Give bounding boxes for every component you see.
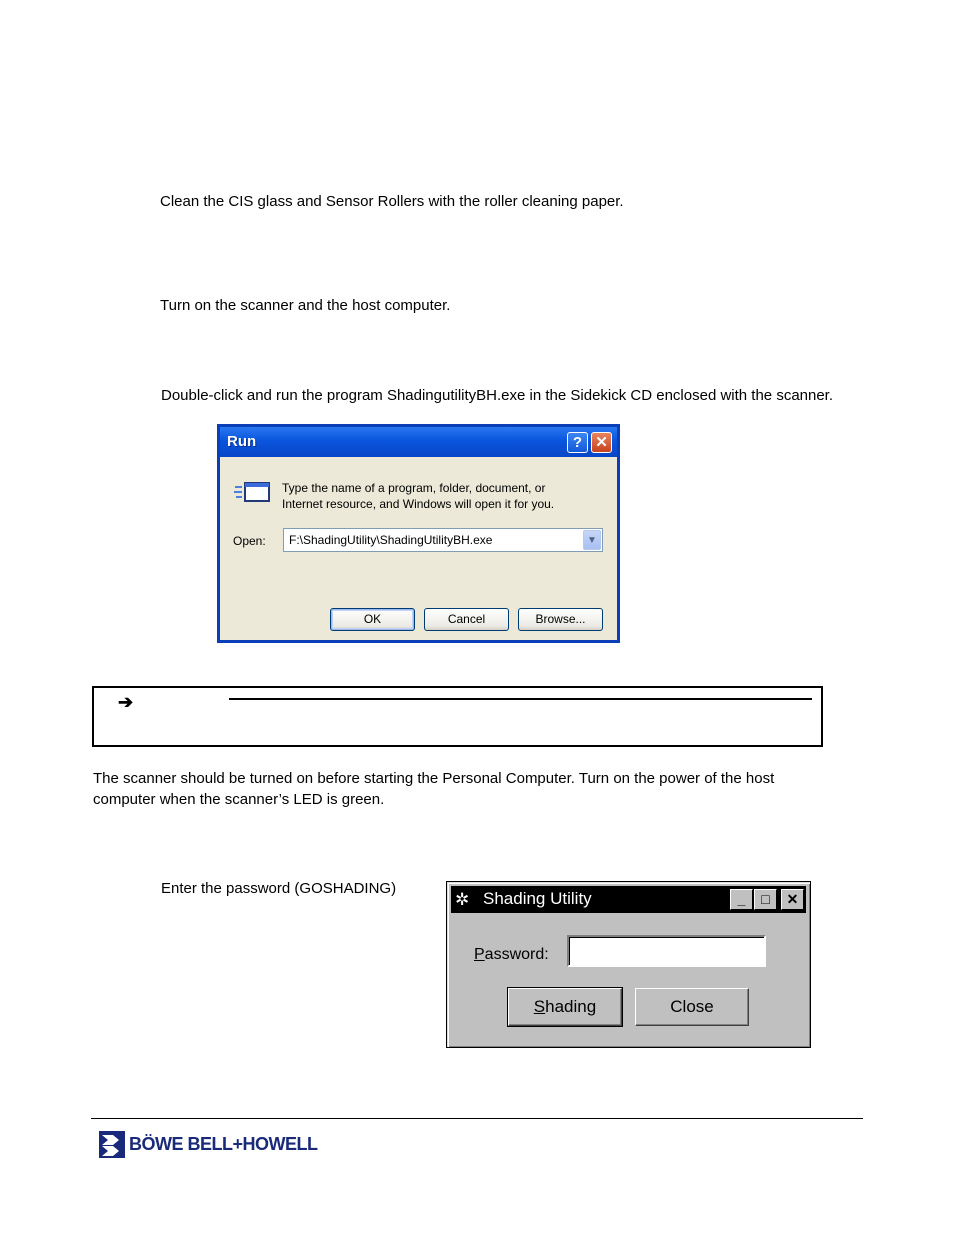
ok-button[interactable]: OK — [330, 608, 415, 631]
shading-button-accelerator: S — [533, 997, 546, 1016]
note-text-line: computer when the scanner’s LED is green. — [93, 791, 385, 808]
shading-button-text: hading — [545, 997, 597, 1016]
shading-utility-dialog — [446, 881, 811, 1048]
note-text-line: The scanner should be turned on before starting the Personal Computer. Turn on the power of the host — [93, 770, 775, 787]
logo-mark-icon — [99, 1131, 125, 1158]
app-icon: ✲ — [455, 890, 470, 909]
minimize-button[interactable]: _ — [730, 889, 753, 910]
note-divider — [229, 698, 812, 700]
run-titlebar[interactable] — [220, 427, 617, 457]
close-button[interactable]: ✕ — [591, 432, 612, 453]
step-power-text: Turn on the scanner and the host computer. — [160, 297, 451, 314]
shading-titlebar[interactable] — [451, 886, 806, 913]
password-input[interactable] — [567, 935, 766, 967]
run-description — [282, 480, 554, 512]
shading-button[interactable] — [508, 988, 622, 1026]
open-input-value[interactable]: F:\ShadingUtility\ShadingUtilityBH.exe — [289, 533, 493, 547]
run-description-line: Type the name of a program, folder, document, or — [282, 481, 546, 495]
password-label-text: assword: — [484, 946, 549, 963]
arrow-right-icon: ➔ — [118, 692, 134, 712]
logo-text: BÖWE BELL+HOWELL — [129, 1134, 318, 1154]
password-label-accelerator: P — [474, 946, 485, 963]
footer-divider — [91, 1118, 863, 1119]
browse-button[interactable]: Browse... — [518, 608, 603, 631]
chevron-down-icon[interactable]: ▼ — [583, 530, 601, 550]
note-box — [92, 686, 823, 747]
run-dialog — [217, 424, 620, 643]
step-clean-text: Clean the CIS glass and Sensor Rollers with the roller cleaning paper. — [160, 193, 624, 210]
shading-title: Shading Utility — [483, 889, 592, 908]
run-title: Run — [227, 433, 257, 450]
maximize-button[interactable]: □ — [754, 889, 777, 910]
help-button[interactable]: ? — [567, 432, 588, 453]
open-combobox[interactable] — [283, 528, 603, 552]
close-window-button[interactable]: ✕ — [781, 889, 804, 910]
open-label: Open: — [233, 534, 266, 548]
step-run-text: Double-click and run the program ShadingutilityBH.exe in the Sidekick CD enclosed with the scanner. — [161, 387, 834, 404]
run-program-icon — [233, 477, 271, 509]
close-dialog-button[interactable]: Close — [635, 988, 749, 1026]
run-body — [220, 457, 617, 640]
password-label — [474, 946, 549, 964]
run-description-line: Internet resource, and Windows will open it for you. — [282, 497, 555, 511]
step-password-text: Enter the password (GOSHADING) — [161, 880, 397, 897]
cancel-button[interactable]: Cancel — [424, 608, 509, 631]
